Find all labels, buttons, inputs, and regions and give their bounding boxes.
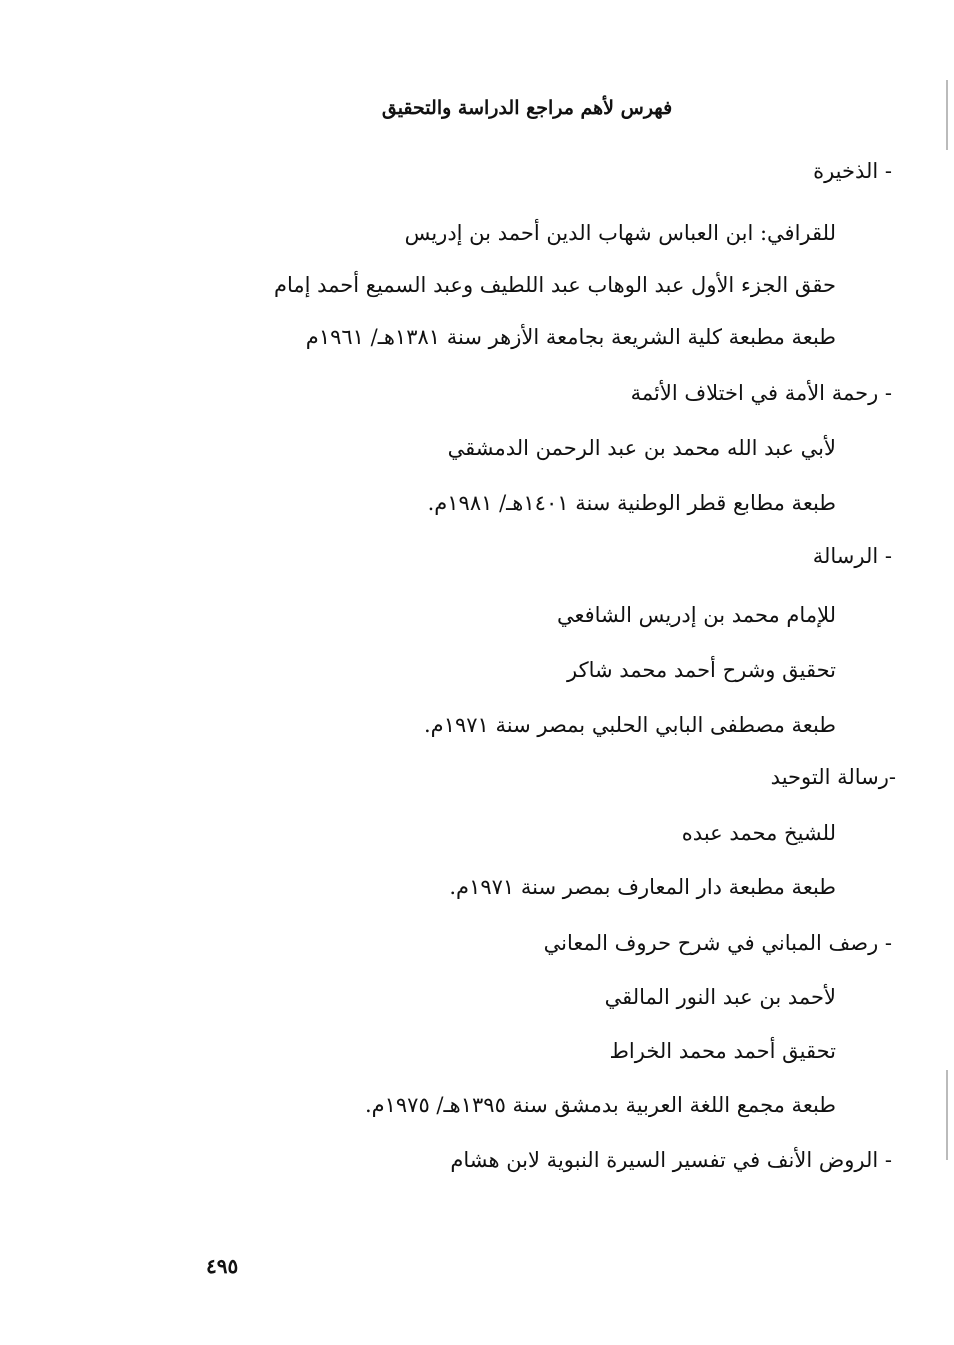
entry-line-author: للإمام محمد بن إدريس الشافعي <box>556 603 836 627</box>
entry-line-edition: طبعة مطابع قطر الوطنية سنة ١٤٠١هـ/ ١٩٨١م. <box>427 491 836 515</box>
entry-title-risala: - الرسالة <box>812 544 892 568</box>
scan-edge-mark <box>946 80 948 150</box>
entry-line-edition: طبعة مجمع اللغة العربية بدمشق سنة ١٣٩٥هـ/ ١٩٧٥م. <box>364 1093 836 1117</box>
entry-title-al-rawd-al-unuf: - الروض الأنف في تفسير السيرة النبوية لابن هشام <box>450 1148 892 1172</box>
entry-line-editor: تحقيق أحمد محمد الخراط <box>609 1039 836 1063</box>
scan-edge-mark <box>946 1070 948 1160</box>
entry-line-author: للقرافي: ابن العباس شهاب الدين أحمد بن إدريس <box>404 221 836 245</box>
entry-line-author: للشيخ محمد عبده <box>681 821 836 845</box>
entry-title-risalat-al-tawhid: -رسالة التوحيد <box>770 765 896 789</box>
entry-line-edition: طبعة مطبعة دار المعارف بمصر سنة ١٩٧١م. <box>449 875 836 899</box>
entry-line-edition: طبعة مطبعة كلية الشريعة بجامعة الأزهر سنة ١٣٨١هـ/ ١٩٦١م <box>305 325 836 349</box>
page-header <box>0 97 954 119</box>
entry-line-editor: تحقيق وشرح أحمد محمد شاكر <box>567 658 836 682</box>
entry-line-editors: حقق الجزء الأول عبد الوهاب عبد اللطيف وعبد السميع أحمد إمام <box>273 273 836 297</box>
entry-line-author: لأبي عبد الله محمد بن عبد الرحمن الدمشقي <box>447 436 836 460</box>
page-number: ٤٩٥ <box>206 1254 239 1278</box>
entry-line-author: لأحمد بن عبد النور المالقي <box>604 985 836 1009</box>
page-header-title: فهرس لأهم مراجع الدراسة والتحقيق <box>381 97 673 119</box>
entry-title-rahmat-al-umma: - رحمة الأمة في اختلاف الأئمة <box>630 381 892 405</box>
entry-title-dhakhira: - الذخيرة <box>813 159 892 183</box>
entry-line-edition: طبعة مصطفى البابي الحلبي بمصر سنة ١٩٧١م. <box>424 713 836 737</box>
entry-title-rasf-al-mabani: - رصف المباني في شرح حروف المعاني <box>543 931 892 955</box>
